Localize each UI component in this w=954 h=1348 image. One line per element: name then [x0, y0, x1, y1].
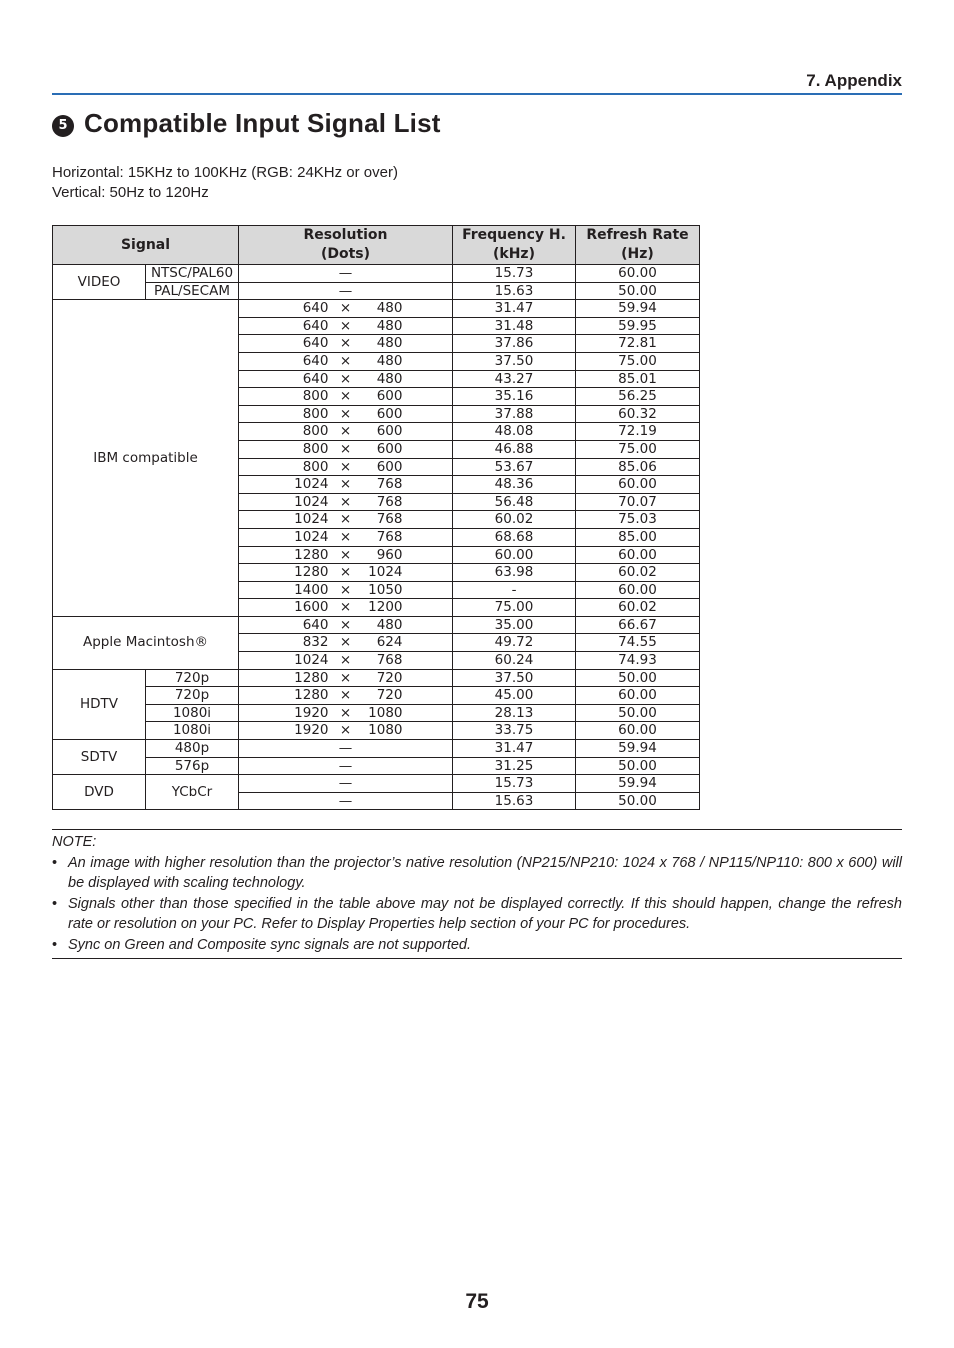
- note-box: [52, 829, 902, 959]
- frequency-cell: 31.47: [453, 740, 576, 758]
- resolution-value: [239, 406, 452, 423]
- resolution-value: [239, 617, 452, 634]
- resolution-width: 640: [302, 370, 329, 387]
- intro-text: [52, 163, 398, 203]
- resolution-height: 600: [376, 405, 403, 422]
- resolution-width: 1024: [294, 652, 329, 669]
- table-row: [53, 265, 700, 283]
- frequency-cell: 35.00: [453, 616, 576, 634]
- note-text: Sync on Green and Composite sync signals are not supported.: [68, 936, 472, 953]
- resolution-width: 1400: [294, 581, 329, 598]
- refresh-rate-cell: 66.67: [576, 616, 700, 634]
- resolution-height: 960: [376, 546, 403, 563]
- refresh-rate-cell: 60.02: [576, 599, 700, 617]
- resolution-value: [239, 511, 452, 528]
- table-row: [53, 282, 700, 300]
- resolution-value: [239, 652, 452, 669]
- resolution-value: [239, 687, 452, 704]
- resolution-width: 1024: [294, 476, 329, 493]
- times-icon: ×: [339, 616, 352, 633]
- resolution-cell: —: [239, 265, 453, 283]
- frequency-cell: 37.86: [453, 335, 576, 353]
- intro-horizontal: Horizontal: 15KHz to 100KHz (RGB: 24KHz or over): [52, 164, 398, 181]
- note-text: Signals other than those specified in the table above may not be displayed correctly. If this should happen, change the refresh rate or resolution on your PC. Refer to Display Properties help section of your PC for procedures.: [68, 895, 902, 932]
- resolution-cell: [239, 405, 453, 423]
- resolution-width: 1920: [294, 704, 329, 721]
- note-text: An image with higher resolution than the projector’s native resolution (NP215/NP210: 1024 x 768 / NP115/NP110: 800 x 600) will be displayed with scaling technology.: [68, 854, 902, 891]
- header-refresh-rate: Refresh Rate (Hz): [576, 226, 700, 265]
- refresh-rate-cell: 75.00: [576, 440, 700, 458]
- frequency-cell: 37.88: [453, 405, 576, 423]
- resolution-height: 480: [376, 352, 403, 369]
- resolution-value: [239, 476, 452, 493]
- resolution-cell: [239, 335, 453, 353]
- resolution-value: [239, 634, 452, 651]
- resolution-width: 1024: [294, 511, 329, 528]
- resolution-height: 768: [376, 511, 403, 528]
- resolution-value: [239, 705, 452, 722]
- refresh-rate-cell: 60.00: [576, 476, 700, 494]
- signal-subtype-cell: PAL/SECAM: [146, 282, 239, 300]
- note-item: [52, 935, 902, 956]
- refresh-rate-cell: 59.94: [576, 740, 700, 758]
- resolution-height: 768: [376, 493, 403, 510]
- resolution-width: 640: [302, 335, 329, 352]
- resolution-height: 624: [376, 634, 403, 651]
- resolution-width: 640: [302, 317, 329, 334]
- resolution-width: 1280: [294, 669, 329, 686]
- resolution-cell: [239, 370, 453, 388]
- signal-subtype-cell: 480p: [146, 740, 239, 758]
- times-icon: ×: [339, 546, 352, 563]
- refresh-rate-cell: 60.32: [576, 405, 700, 423]
- resolution-value: [239, 318, 452, 335]
- resolution-value: [239, 371, 452, 388]
- bullet-icon: •: [52, 895, 58, 912]
- frequency-cell: -: [453, 581, 576, 599]
- frequency-cell: 68.68: [453, 528, 576, 546]
- table-row: [53, 757, 700, 775]
- frequency-cell: 37.50: [453, 669, 576, 687]
- frequency-cell: 48.08: [453, 423, 576, 441]
- resolution-height: 600: [376, 423, 403, 440]
- resolution-cell: —: [239, 792, 453, 810]
- frequency-cell: 60.02: [453, 511, 576, 529]
- resolution-cell: —: [239, 757, 453, 775]
- signal-subtype-cell: 576p: [146, 757, 239, 775]
- refresh-rate-cell: 60.02: [576, 564, 700, 582]
- frequency-cell: 53.67: [453, 458, 576, 476]
- header-resolution: Resolution (Dots): [239, 226, 453, 265]
- times-icon: ×: [339, 652, 352, 669]
- refresh-rate-cell: 72.81: [576, 335, 700, 353]
- frequency-cell: 60.00: [453, 546, 576, 564]
- resolution-height: 720: [376, 669, 403, 686]
- refresh-rate-cell: 60.00: [576, 546, 700, 564]
- resolution-cell: [239, 546, 453, 564]
- times-icon: ×: [339, 423, 352, 440]
- resolution-value: [239, 547, 452, 564]
- resolution-value: [239, 353, 452, 370]
- resolution-value: [239, 582, 452, 599]
- resolution-height: 600: [376, 458, 403, 475]
- note-item: [52, 894, 902, 935]
- frequency-cell: 56.48: [453, 493, 576, 511]
- frequency-cell: 31.47: [453, 300, 576, 318]
- table-row: [53, 616, 700, 634]
- resolution-value: [239, 722, 452, 739]
- times-icon: ×: [339, 388, 352, 405]
- times-icon: ×: [339, 405, 352, 422]
- section-label: 7. Appendix: [806, 71, 902, 90]
- resolution-width: 1280: [294, 564, 329, 581]
- resolution-height: 480: [376, 370, 403, 387]
- refresh-rate-cell: 50.00: [576, 792, 700, 810]
- frequency-cell: 15.63: [453, 282, 576, 300]
- resolution-value: [239, 564, 452, 581]
- refresh-rate-cell: 74.93: [576, 652, 700, 670]
- resolution-height: 1080: [368, 704, 403, 721]
- times-icon: ×: [339, 722, 352, 739]
- header-rule: [52, 93, 902, 95]
- resolution-cell: —: [239, 740, 453, 758]
- title-row: [52, 108, 441, 139]
- frequency-cell: 28.13: [453, 704, 576, 722]
- resolution-width: 1920: [294, 722, 329, 739]
- resolution-cell: [239, 458, 453, 476]
- resolution-width: 800: [302, 388, 329, 405]
- frequency-cell: 15.73: [453, 265, 576, 283]
- signal-subtype-cell: 1080i: [146, 722, 239, 740]
- table-row: [53, 740, 700, 758]
- resolution-cell: [239, 722, 453, 740]
- times-icon: ×: [339, 528, 352, 545]
- resolution-cell: [239, 493, 453, 511]
- signal-group-cell: Apple Macintosh®: [53, 616, 239, 669]
- times-icon: ×: [339, 581, 352, 598]
- resolution-height: 768: [376, 476, 403, 493]
- signal-group-cell: DVD: [53, 775, 146, 810]
- header-frequency: Frequency H. (kHz): [453, 226, 576, 265]
- times-icon: ×: [339, 564, 352, 581]
- resolution-height: 1080: [368, 722, 403, 739]
- refresh-rate-cell: 56.25: [576, 388, 700, 406]
- resolution-height: 600: [376, 440, 403, 457]
- signal-subtype-cell: 720p: [146, 687, 239, 705]
- resolution-height: 480: [376, 300, 403, 317]
- signal-group-cell: IBM compatible: [53, 300, 239, 617]
- resolution-width: 832: [302, 634, 329, 651]
- resolution-width: 1280: [294, 546, 329, 563]
- signal-subtype-cell: YCbCr: [146, 775, 239, 810]
- intro-vertical: Vertical: 50Hz to 120Hz: [52, 184, 209, 201]
- signal-subtype-cell: 1080i: [146, 704, 239, 722]
- resolution-value: [239, 494, 452, 511]
- bullet-icon: •: [52, 854, 58, 871]
- resolution-cell: [239, 423, 453, 441]
- refresh-rate-cell: 50.00: [576, 282, 700, 300]
- frequency-cell: 63.98: [453, 564, 576, 582]
- table-row: [53, 775, 700, 793]
- resolution-width: 640: [302, 616, 329, 633]
- resolution-width: 800: [302, 423, 329, 440]
- refresh-rate-cell: 59.95: [576, 317, 700, 335]
- resolution-height: 600: [376, 388, 403, 405]
- frequency-cell: 31.48: [453, 317, 576, 335]
- times-icon: ×: [339, 335, 352, 352]
- refresh-rate-cell: 74.55: [576, 634, 700, 652]
- refresh-rate-cell: 50.00: [576, 757, 700, 775]
- refresh-rate-cell: 60.00: [576, 687, 700, 705]
- resolution-height: 768: [376, 652, 403, 669]
- resolution-cell: —: [239, 282, 453, 300]
- resolution-cell: [239, 300, 453, 318]
- signal-group-cell: HDTV: [53, 669, 146, 739]
- table-row: [53, 704, 700, 722]
- times-icon: ×: [339, 493, 352, 510]
- resolution-height: 768: [376, 528, 403, 545]
- times-icon: ×: [339, 370, 352, 387]
- resolution-width: 1024: [294, 493, 329, 510]
- refresh-rate-cell: 85.01: [576, 370, 700, 388]
- frequency-cell: 31.25: [453, 757, 576, 775]
- refresh-rate-cell: 75.00: [576, 352, 700, 370]
- resolution-height: 1050: [368, 581, 403, 598]
- signal-subtype-cell: 720p: [146, 669, 239, 687]
- frequency-cell: 49.72: [453, 634, 576, 652]
- note-item: [52, 853, 902, 894]
- resolution-value: [239, 335, 452, 352]
- resolution-width: 640: [302, 352, 329, 369]
- frequency-cell: 15.73: [453, 775, 576, 793]
- refresh-rate-cell: 72.19: [576, 423, 700, 441]
- resolution-cell: —: [239, 775, 453, 793]
- table-row: [53, 669, 700, 687]
- frequency-cell: 48.36: [453, 476, 576, 494]
- resolution-cell: [239, 511, 453, 529]
- signal-subtype-cell: NTSC/PAL60: [146, 265, 239, 283]
- resolution-cell: [239, 352, 453, 370]
- table-header-row: [53, 226, 700, 265]
- resolution-cell: [239, 634, 453, 652]
- table-row: [53, 687, 700, 705]
- resolution-width: 1280: [294, 687, 329, 704]
- resolution-value: [239, 441, 452, 458]
- resolution-cell: [239, 599, 453, 617]
- refresh-rate-cell: 85.00: [576, 528, 700, 546]
- refresh-rate-cell: 59.94: [576, 300, 700, 318]
- resolution-cell: [239, 581, 453, 599]
- signal-table: [52, 225, 700, 810]
- signal-group-cell: VIDEO: [53, 265, 146, 300]
- refresh-rate-cell: 85.06: [576, 458, 700, 476]
- page-title: Compatible Input Signal List: [84, 108, 441, 138]
- table-row: [53, 300, 700, 318]
- resolution-height: 1200: [368, 599, 403, 616]
- resolution-cell: [239, 440, 453, 458]
- page-number: 75: [465, 1290, 489, 1313]
- refresh-rate-cell: 60.00: [576, 265, 700, 283]
- resolution-width: 1024: [294, 528, 329, 545]
- resolution-width: 800: [302, 440, 329, 457]
- refresh-rate-cell: 59.94: [576, 775, 700, 793]
- refresh-rate-cell: 50.00: [576, 669, 700, 687]
- resolution-cell: [239, 616, 453, 634]
- times-icon: ×: [339, 634, 352, 651]
- resolution-cell: [239, 528, 453, 546]
- resolution-value: [239, 599, 452, 616]
- table-row: [53, 722, 700, 740]
- resolution-width: 640: [302, 300, 329, 317]
- resolution-value: [239, 459, 452, 476]
- section-number-badge: 5: [52, 115, 74, 137]
- frequency-cell: 37.50: [453, 352, 576, 370]
- refresh-rate-cell: 70.07: [576, 493, 700, 511]
- times-icon: ×: [339, 352, 352, 369]
- resolution-cell: [239, 669, 453, 687]
- resolution-width: 800: [302, 458, 329, 475]
- times-icon: ×: [339, 599, 352, 616]
- frequency-cell: 46.88: [453, 440, 576, 458]
- resolution-value: [239, 670, 452, 687]
- refresh-rate-cell: 50.00: [576, 704, 700, 722]
- resolution-cell: [239, 388, 453, 406]
- resolution-width: 800: [302, 405, 329, 422]
- note-heading: NOTE:: [52, 834, 97, 850]
- signal-group-cell: SDTV: [53, 740, 146, 775]
- resolution-width: 1600: [294, 599, 329, 616]
- resolution-cell: [239, 687, 453, 705]
- times-icon: ×: [339, 704, 352, 721]
- times-icon: ×: [339, 687, 352, 704]
- resolution-cell: [239, 652, 453, 670]
- resolution-cell: [239, 317, 453, 335]
- times-icon: ×: [339, 317, 352, 334]
- resolution-value: [239, 388, 452, 405]
- refresh-rate-cell: 60.00: [576, 722, 700, 740]
- refresh-rate-cell: 75.03: [576, 511, 700, 529]
- refresh-rate-cell: 60.00: [576, 581, 700, 599]
- resolution-cell: [239, 704, 453, 722]
- frequency-cell: 45.00: [453, 687, 576, 705]
- resolution-height: 480: [376, 616, 403, 633]
- resolution-value: [239, 423, 452, 440]
- times-icon: ×: [339, 458, 352, 475]
- times-icon: ×: [339, 669, 352, 686]
- frequency-cell: 35.16: [453, 388, 576, 406]
- times-icon: ×: [339, 511, 352, 528]
- resolution-height: 1024: [368, 564, 403, 581]
- resolution-value: [239, 300, 452, 317]
- resolution-cell: [239, 476, 453, 494]
- times-icon: ×: [339, 440, 352, 457]
- resolution-cell: [239, 564, 453, 582]
- header-signal: Signal: [53, 226, 239, 265]
- resolution-height: 480: [376, 335, 403, 352]
- times-icon: ×: [339, 300, 352, 317]
- frequency-cell: 15.63: [453, 792, 576, 810]
- frequency-cell: 43.27: [453, 370, 576, 388]
- resolution-height: 480: [376, 317, 403, 334]
- table-body: [53, 265, 700, 810]
- frequency-cell: 60.24: [453, 652, 576, 670]
- bullet-icon: •: [52, 936, 58, 953]
- frequency-cell: 33.75: [453, 722, 576, 740]
- times-icon: ×: [339, 476, 352, 493]
- resolution-value: [239, 529, 452, 546]
- resolution-height: 720: [376, 687, 403, 704]
- frequency-cell: 75.00: [453, 599, 576, 617]
